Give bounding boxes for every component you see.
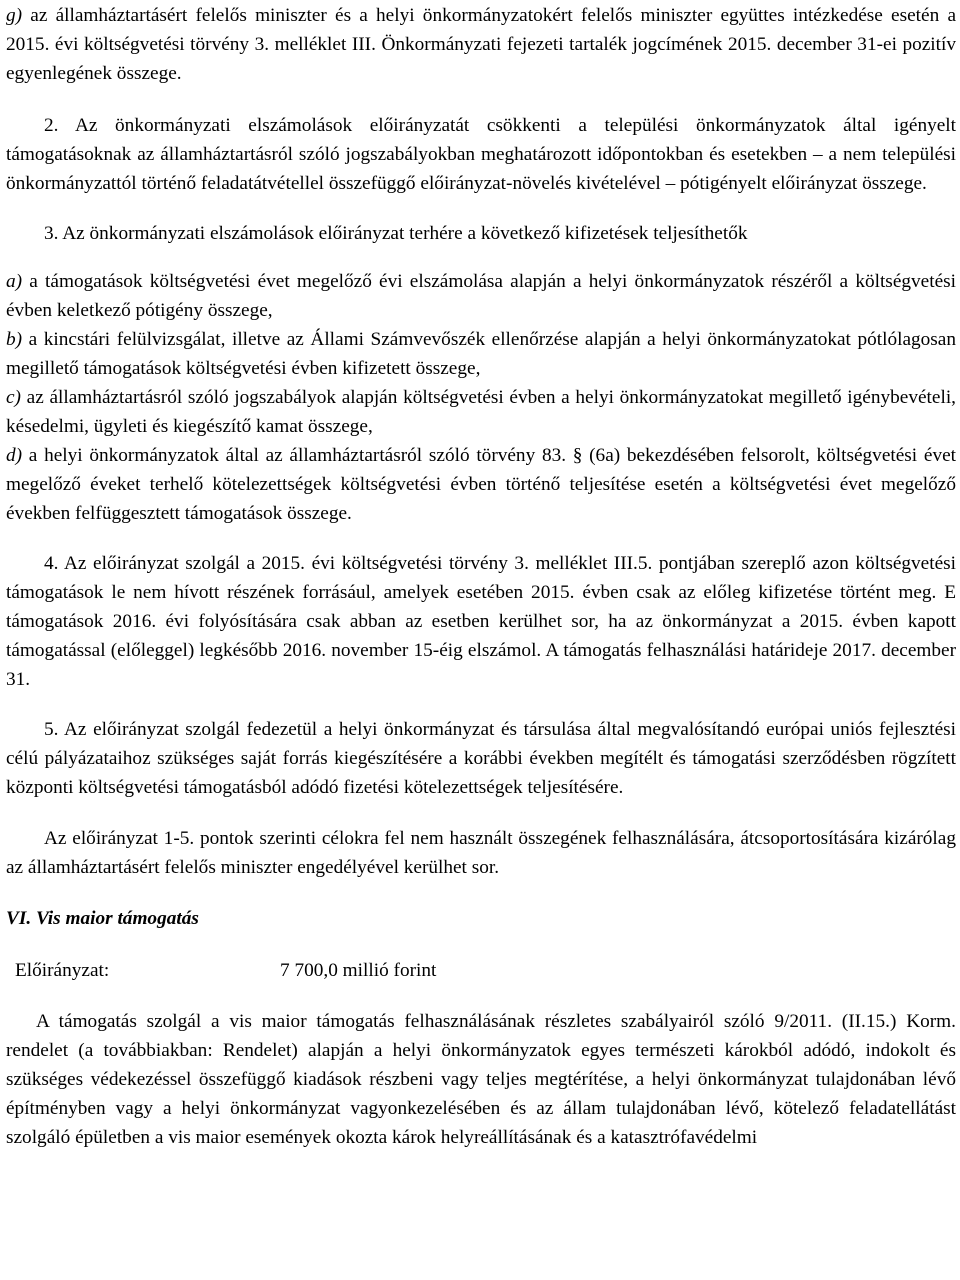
item-label-a: a)	[6, 271, 23, 292]
paragraph-2: 2. Az önkormányzati elszámolások előirányzatát csökkenti a települési önkormányzatok által igényelt támogatásoknak az államháztartásról szóló jogszabályokban meghatározott időpontokban és esetekben – a nem települési önkormányzattól történő feladatátvétellel összefüggő előirányzat-növelés kivételével – pótigényelt előirányzat összege.	[6, 115, 956, 194]
appropriation-label: Előirányzat:	[15, 960, 110, 981]
item-label-g: g)	[6, 5, 23, 26]
paragraph-3: 3. Az önkormányzati elszámolások előirányzat terhére a következő kifizetések teljesíthetők	[44, 223, 748, 244]
item-label-c: c)	[6, 387, 21, 408]
item-text-b: a kincstári felülvizsgálat, illetve az Állami Számvevőszék ellenőrzése alapján a helyi önkormányzatokat pótlólagosan megillető támogatások költségvetési évben kifizetett összege,	[6, 329, 956, 379]
item-text-g: az államháztartásért felelős miniszter és a helyi önkormányzatokért felelős miniszter együttes intézkedése esetén a 2015. évi költségvetési törvény 3. melléklet III. Önkormányzati fejezeti tartalék jogcímének 2015. december 31-ei pozitív egyenlegének összege.	[6, 5, 956, 84]
document-page	[6, 0, 956, 1152]
appropriation-row	[6, 956, 956, 985]
section-heading: VI. Vis maior támogatás	[6, 908, 199, 929]
item-text-c: az államháztartásról szóló jogszabályok alapján költségvetési évben a helyi önkormányzatokat megillető igénybevételi, késedelmi, ügyleti és kiegészítő kamat összege,	[6, 387, 956, 437]
section-body: A támogatás szolgál a vis maior támogatás felhasználásának részletes szabályairól szóló 9/2011. (II.15.) Korm. rendelet (a továbbiakban: Rendelet) alapján a helyi önkormányzatok egyes természeti károkból adódó, indokolt és szükséges védekezéssel összefüggő kiadások részbeni vagy teljes megtérítése, a helyi önkormányzat tulajdonában lévő építményben vagy a helyi önkormányzat vagyonkezelésében és az állam tulajdonában lévő, kötelező feladatellátást szolgáló épületben a vis maior események okozta károk helyreállításának és a katasztrófavédelmi	[6, 1011, 956, 1148]
paragraph-5: 5. Az előirányzat szolgál fedezetül a helyi önkormányzat és társulása által megvalósítandó európai uniós fejlesztési célú pályázataihoz szükséges saját forrás kiegészítésére a korábbi években megítélt és támogatási szerződésben rögzített központi költségvetési támogatásból adódó fizetési kötelezettségek teljesítésére.	[6, 719, 956, 798]
list-item-d	[6, 441, 956, 528]
item-text-a: a támogatások költségvetési évet megelőző évi elszámolása alapján a helyi önkormányzatok részéről a költségvetési évben keletkező pótigény összege,	[6, 271, 956, 321]
list-item-a	[6, 267, 956, 325]
item-label-d: d)	[6, 445, 23, 466]
item-text-d: a helyi önkormányzatok által az államháztartásról szóló törvény 83. § (6a) bekezdésében felsorolt, költségvetési évet megelőző éveket terhelő kötelezettségek költségvetési évben történő teljesítése esetén a költségvetési évet megelőző években felfüggesztett támogatások összege.	[6, 445, 956, 524]
list-item-b	[6, 325, 956, 383]
list-item-c	[6, 383, 956, 441]
paragraph-4: 4. Az előirányzat szolgál a 2015. évi költségvetési törvény 3. melléklet III.5. pontjában szereplő azon költségvetési támogatások le nem hívott részének forrásául, amelyek esetében 2015. évben csak az előleg kifizetése történt meg. E támogatások 2016. évi folyósítására csak abban az esetben kerülhet sor, ha az önkormányzat a 2015. évben kapott támogatással (előleggel) legkésőbb 2016. november 15-éig elszámol. A támogatás felhasználási határideje 2017. december 31.	[6, 553, 956, 690]
item-label-b: b)	[6, 329, 23, 350]
paragraph-summary: Az előirányzat 1-5. pontok szerinti célokra fel nem használt összegének felhasználására, átcsoportosítására kizárólag az államháztartásért felelős miniszter engedélyével kerülhet sor.	[6, 828, 956, 878]
appropriation-value: 7 700,0 millió forint	[280, 960, 437, 981]
paragraph-g	[6, 1, 956, 88]
